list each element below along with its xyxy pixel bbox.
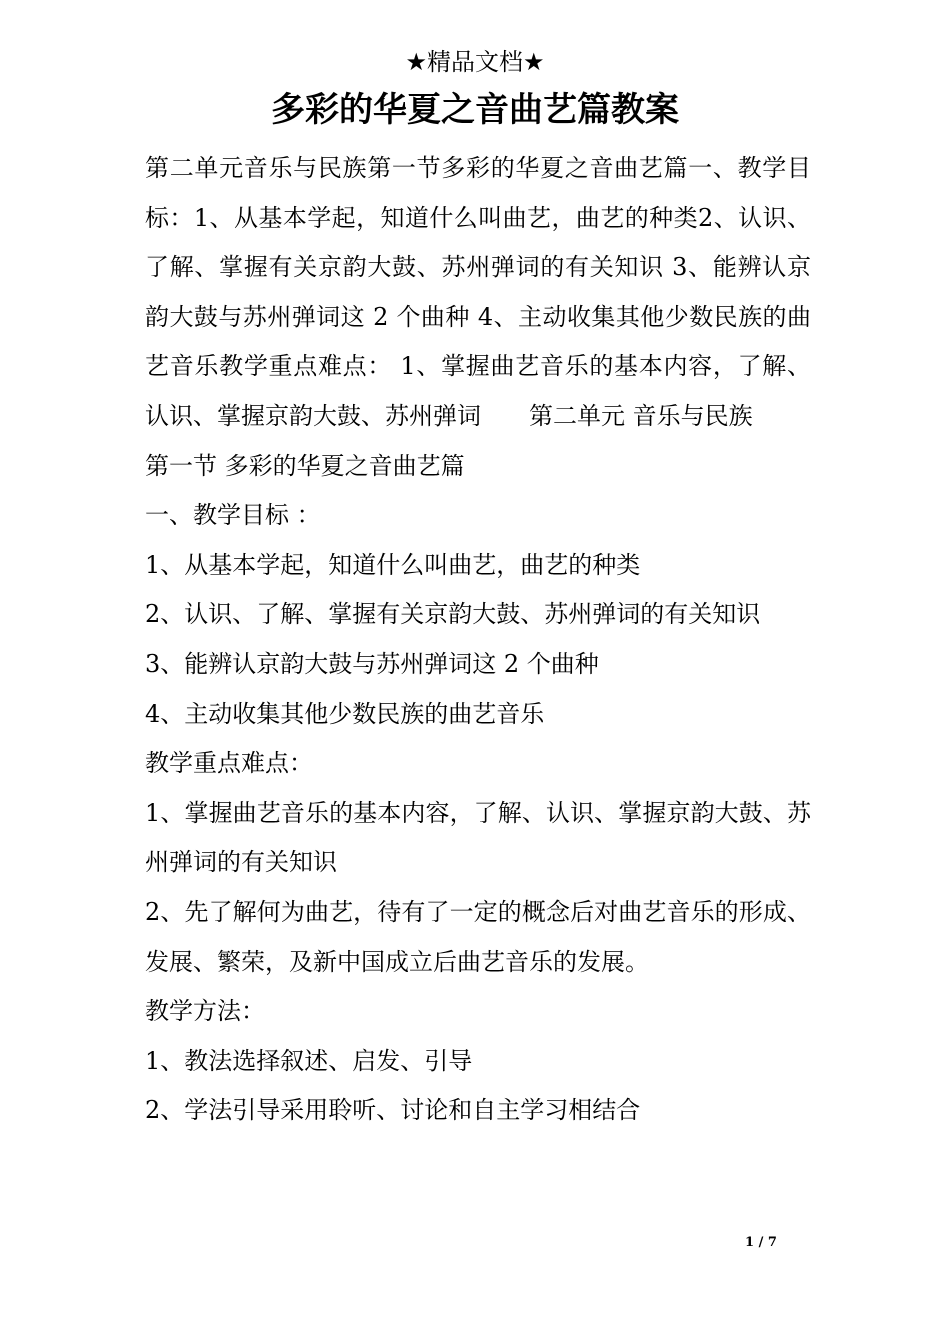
document-header-banner: ★精品文档★: [405, 48, 545, 76]
section-heading: 第一节 多彩的华夏之音曲艺篇: [145, 451, 465, 480]
objective-item: 3、能辨认京韵大鼓与苏州弹词这 2 个曲种: [145, 649, 599, 678]
document-body: [145, 144, 811, 1136]
methods-heading: 教学方法：: [145, 997, 265, 1026]
key-points-heading: 教学重点难点：: [145, 749, 313, 778]
objective-item: 1、从基本学起，知道什么叫曲艺，曲艺的种类: [145, 550, 641, 579]
objective-item: 2、认识、了解、掌握有关京韵大鼓、苏州弹词的有关知识: [145, 600, 761, 629]
method-item: 2、学法引导采用聆听、讨论和自主学习相结合: [145, 1096, 641, 1125]
objective-item: 4、主动收集其他少数民族的曲艺音乐: [145, 699, 545, 728]
key-point-item: 1、掌握曲艺音乐的基本内容，了解、认识、掌握京韵大鼓、苏州弹词的有关知识: [145, 798, 811, 877]
document-title: 多彩的华夏之音曲艺篇教案: [271, 90, 679, 130]
page-number: 1 / 7: [745, 1235, 777, 1250]
objectives-heading: 一、教学目标 ：: [145, 501, 321, 530]
summary-paragraph: 第二单元音乐与民族第一节多彩的华夏之音曲艺篇一、教学目标：1、从基本学起，知道什么叫曲艺，曲艺的种类2、认识、了解、掌握有关京韵大鼓、苏州弹词的有关知识 3、能辨认京韵大鼓与苏州弹词这 2 个曲种 4、主动收集其他少数民族的曲艺音乐教学重点难点： 1、掌握曲艺音乐的基本内容，了解、认识、掌握京韵大鼓、苏州弹词 第二单元 音乐与民族: [145, 154, 811, 430]
method-item: 1、教法选择叙述、启发、引导: [145, 1046, 473, 1075]
key-point-item: 2、先了解何为曲艺，待有了一定的概念后对曲艺音乐的形成、发展、繁荣，及新中国成立后曲艺音乐的发展。: [145, 897, 811, 976]
